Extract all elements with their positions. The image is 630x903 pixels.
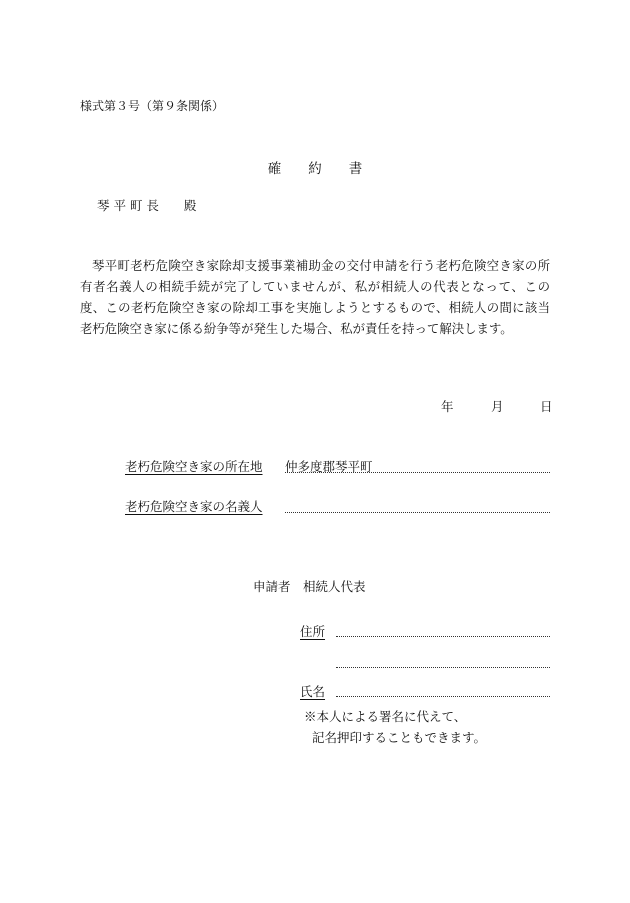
date-year-label: 年 [441, 399, 454, 414]
property-owner-label: 老朽危険空き家の名義人 [125, 499, 263, 514]
applicant-name-label: 氏名 [300, 684, 326, 699]
applicant-address-field-line2[interactable] [336, 667, 550, 668]
signature-note-line2: 記名押印することもできます。 [312, 730, 487, 745]
form-number: 様式第３号（第９条関係） [80, 99, 225, 113]
applicant-address-field-line1[interactable] [336, 636, 550, 637]
applicant-name-field[interactable] [336, 696, 550, 697]
body-paragraph: 琴平町老朽危険空き家除却支援事業補助金の交付申請を行う老朽危険空き家の所有者名義人の相続手続が完了していませんが、私が相続人の代表となって、この度、この老朽危険空き家の除却工事を実施しようとするもので、相続人の間に該当老朽危険空き家に係る紛争等が発生した場合、私が責任を持って解決します。 [80, 258, 550, 336]
property-owner-field[interactable] [285, 512, 550, 513]
document-title: 確 約 書 [267, 161, 363, 177]
date-month-label: 月 [491, 399, 504, 414]
property-location-value: 仲多度郡琴平町 [285, 459, 373, 474]
property-location-field[interactable] [285, 472, 550, 473]
applicant-heading: 申請者 相続人代表 [253, 579, 366, 594]
date-day-label: 日 [540, 399, 553, 414]
applicant-address-label: 住所 [300, 624, 326, 639]
property-location-label: 老朽危険空き家の所在地 [125, 459, 263, 474]
signature-note-line1: ※本人による署名に代えて、 [304, 709, 467, 724]
addressee: 琴 平 町 長 殿 [97, 198, 197, 213]
